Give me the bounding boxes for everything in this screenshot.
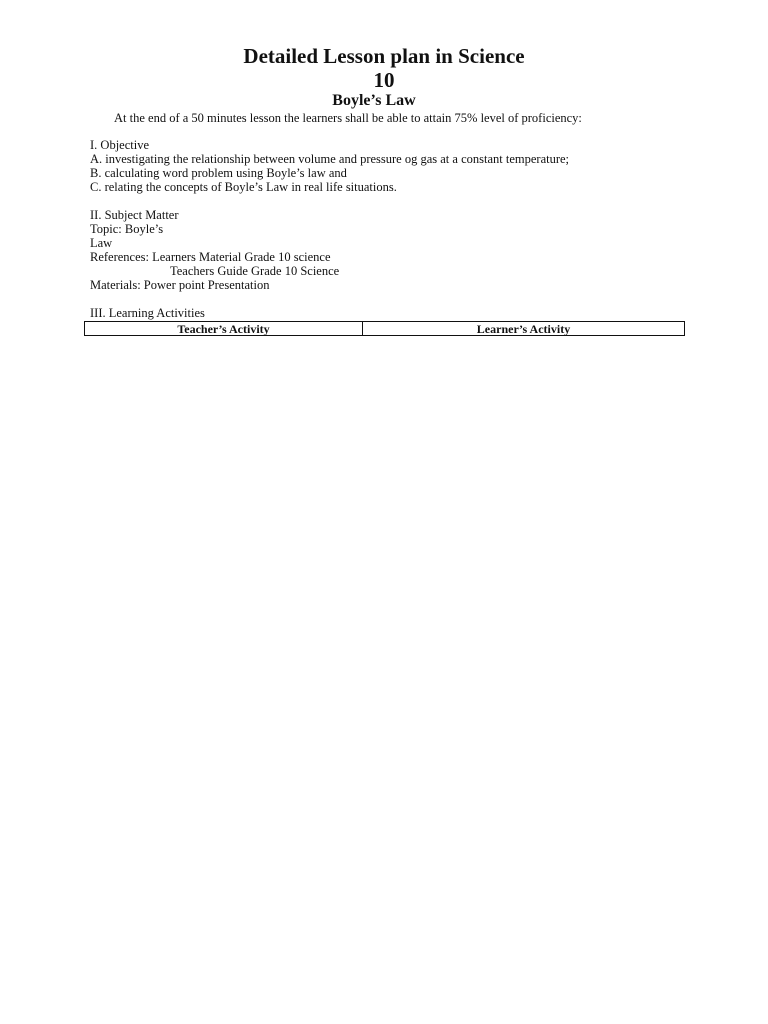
- intro-paragraph: At the end of a 50 minutes lesson the learners shall be able to attain 75% level of proficiency:: [114, 111, 582, 125]
- document-subtitle: Boyle’s Law: [332, 92, 416, 109]
- objective-heading: I. Objective: [90, 138, 150, 152]
- objective-item-b: B. calculating word problem using Boyle’s law and: [90, 166, 347, 180]
- topic-line2: Law: [90, 236, 113, 250]
- document-title-line1: Detailed Lesson plan in Science: [243, 44, 525, 68]
- references-line2: Teachers Guide Grade 10 Science: [170, 264, 340, 278]
- activities-table-header-row: [85, 322, 685, 336]
- topic-line1: Topic: Boyle’s: [90, 222, 164, 236]
- objective-item-c: C. relating the concepts of Boyle’s Law in real life situations.: [90, 180, 397, 194]
- objective-section: [90, 138, 569, 194]
- learner-activity-header: Learner’s Activity: [363, 322, 685, 336]
- subject-matter-heading: II. Subject Matter: [90, 208, 179, 222]
- references-line1: References: Learners Material Grade 10 science: [90, 250, 331, 264]
- learning-activities-heading: III. Learning Activities: [90, 306, 205, 320]
- objective-item-a: A. investigating the relationship between volume and pressure og gas at a constant temperature;: [90, 152, 570, 166]
- materials-line: Materials: Power point Presentation: [90, 278, 270, 292]
- activities-table: [84, 321, 685, 336]
- document-title-line2: 10: [373, 68, 395, 92]
- teacher-activity-header: Teacher’s Activity: [85, 322, 363, 336]
- subject-matter-section: [90, 208, 339, 292]
